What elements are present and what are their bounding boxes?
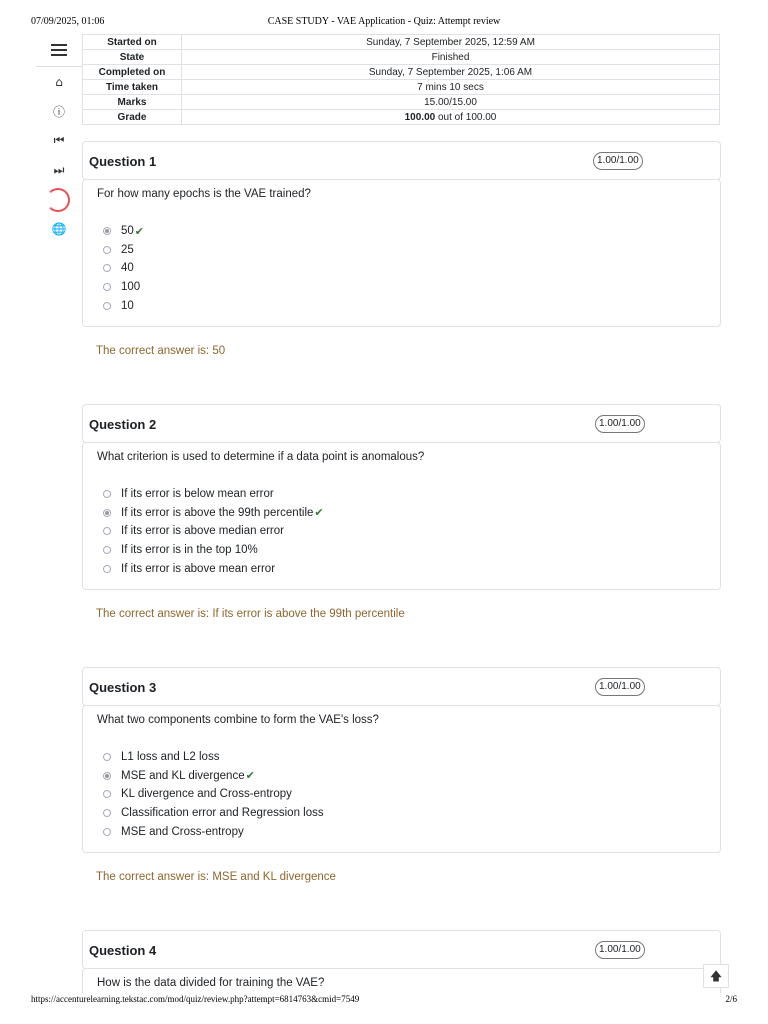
answer-options: [103, 748, 324, 841]
summary-label: Time taken: [83, 80, 182, 95]
option-label: If its error is above mean error: [121, 562, 276, 575]
question-text: What criterion is used to determine if a data point is anomalous?: [97, 451, 425, 463]
answer-option[interactable]: [103, 522, 324, 541]
option-label: If its error is in the top 10%: [121, 544, 258, 557]
answer-option[interactable]: [103, 485, 324, 504]
print-datetime: 07/09/2025, 01:06: [31, 16, 105, 27]
question-1-body: [82, 179, 721, 327]
summary-label: Marks: [83, 95, 182, 110]
summary-value: 7 mins 10 secs: [182, 80, 720, 95]
option-label: MSE and Cross-entropy: [121, 825, 244, 838]
radio-selected[interactable]: [103, 772, 111, 780]
summary-label: Grade: [83, 110, 182, 125]
question-4-header: [82, 930, 721, 969]
side-rail: [36, 34, 82, 244]
correct-answer-feedback: The correct answer is: If its error is above the 99th percentile: [96, 608, 405, 620]
answer-option[interactable]: [103, 767, 324, 786]
answer-option[interactable]: [103, 296, 144, 315]
arrow-up-icon: 🡅: [709, 969, 723, 983]
summary-row: [83, 95, 720, 110]
summary-value: Finished: [182, 50, 720, 65]
attempt-summary-table: [82, 34, 720, 125]
last-page-icon[interactable]: ⏭: [53, 163, 65, 177]
question-1-header: [82, 141, 721, 180]
radio-selected[interactable]: [103, 509, 111, 517]
question-3-header: [82, 667, 721, 706]
summary-row: [83, 80, 720, 95]
print-url: https://accenturelearning.tekstac.com/mod/quiz/review.php?attempt=6814763&cmid=7549: [31, 994, 360, 1004]
summary-row: [83, 50, 720, 65]
answer-option[interactable]: [103, 559, 324, 578]
radio[interactable]: [103, 828, 111, 836]
summary-value: Sunday, 7 September 2025, 12:59 AM: [182, 35, 720, 50]
question-title: Question 3: [89, 680, 157, 695]
question-text: What two components combine to form the VAE's loss?: [97, 714, 379, 726]
option-label: Classification error and Regression loss: [121, 807, 324, 820]
option-label: 100: [121, 281, 141, 294]
print-title: CASE STUDY - VAE Application - Quiz: Attempt review: [267, 16, 501, 27]
answer-option[interactable]: [103, 822, 324, 841]
grade-value: 100.00: [404, 111, 436, 123]
grade-badge: 1.00/1.00: [593, 152, 643, 170]
info-icon[interactable]: ⓘ: [52, 105, 65, 119]
loading-spinner: [46, 188, 70, 212]
first-page-icon[interactable]: ⏮: [53, 133, 65, 147]
correct-answer-feedback: The correct answer is: 50: [96, 345, 226, 357]
summary-row: [83, 65, 720, 80]
question-2-header: [82, 404, 721, 443]
answer-option[interactable]: [103, 785, 324, 804]
grade-badge: 1.00/1.00: [595, 678, 645, 696]
summary-row: [83, 110, 720, 125]
summary-value: 15.00/15.00: [182, 95, 720, 110]
radio[interactable]: [103, 527, 111, 535]
globe-icon[interactable]: 🌐: [51, 222, 67, 236]
answer-option[interactable]: [103, 541, 324, 560]
summary-row: [83, 35, 720, 50]
grade-badge: 1.00/1.00: [595, 941, 645, 959]
answer-options: [103, 485, 324, 578]
option-label: 10: [121, 299, 134, 312]
option-label: MSE and KL divergence: [121, 769, 245, 782]
home-icon[interactable]: ⌂: [55, 75, 63, 89]
radio[interactable]: [103, 753, 111, 761]
option-label: 25: [121, 243, 134, 256]
checkmark-icon: ✔: [134, 224, 145, 238]
option-label: L1 loss and L2 loss: [121, 751, 220, 764]
answer-option[interactable]: [103, 222, 144, 241]
radio[interactable]: [103, 302, 111, 310]
print-footer: [0, 994, 768, 1008]
answer-option[interactable]: [103, 278, 144, 297]
answer-options: [103, 222, 144, 315]
radio[interactable]: [103, 490, 111, 498]
radio-selected[interactable]: [103, 227, 111, 235]
radio[interactable]: [103, 546, 111, 554]
question-title: Question 2: [89, 417, 157, 432]
question-title: Question 4: [89, 943, 157, 958]
summary-label: State: [83, 50, 182, 65]
question-text: For how many epochs is the VAE trained?: [97, 188, 311, 200]
rail-divider: [36, 66, 82, 67]
option-label: KL divergence and Cross-entropy: [121, 788, 292, 801]
answer-option[interactable]: [103, 504, 324, 523]
answer-option[interactable]: [103, 804, 324, 823]
option-label: If its error is above median error: [121, 525, 284, 538]
question-title: Question 1: [89, 154, 157, 169]
checkmark-icon: ✔: [314, 506, 324, 520]
answer-option[interactable]: [103, 241, 144, 260]
question-2-body: [82, 442, 721, 590]
radio[interactable]: [103, 246, 111, 254]
summary-value: [182, 110, 720, 125]
answer-option[interactable]: [103, 748, 324, 767]
option-label: If its error is below mean error: [121, 488, 274, 501]
correct-answer-feedback: The correct answer is: MSE and KL divergence: [96, 871, 336, 883]
question-3-body: [82, 705, 721, 853]
option-label: 50: [121, 225, 134, 238]
grade-out-of: out of 100.00: [435, 111, 497, 123]
question-4-body: [82, 968, 721, 993]
question-text: How is the data divided for training the VAE?: [97, 977, 325, 989]
option-label: 40: [121, 262, 134, 275]
print-header: [0, 16, 768, 30]
hamburger-icon[interactable]: [51, 44, 67, 58]
summary-label: Started on: [83, 35, 182, 50]
grade-badge: 1.00/1.00: [595, 415, 645, 433]
print-page-number: 2/6: [725, 994, 737, 1004]
radio[interactable]: [103, 264, 111, 272]
radio[interactable]: [103, 809, 111, 817]
summary-label: Completed on: [83, 65, 182, 80]
checkmark-icon: ✔: [245, 769, 255, 783]
scroll-to-top-button[interactable]: [703, 964, 729, 988]
radio[interactable]: [103, 283, 111, 291]
radio[interactable]: [103, 790, 111, 798]
answer-option[interactable]: [103, 259, 144, 278]
option-label: If its error is above the 99th percentile: [121, 506, 314, 519]
radio[interactable]: [103, 565, 111, 573]
summary-value: Sunday, 7 September 2025, 1:06 AM: [182, 65, 720, 80]
